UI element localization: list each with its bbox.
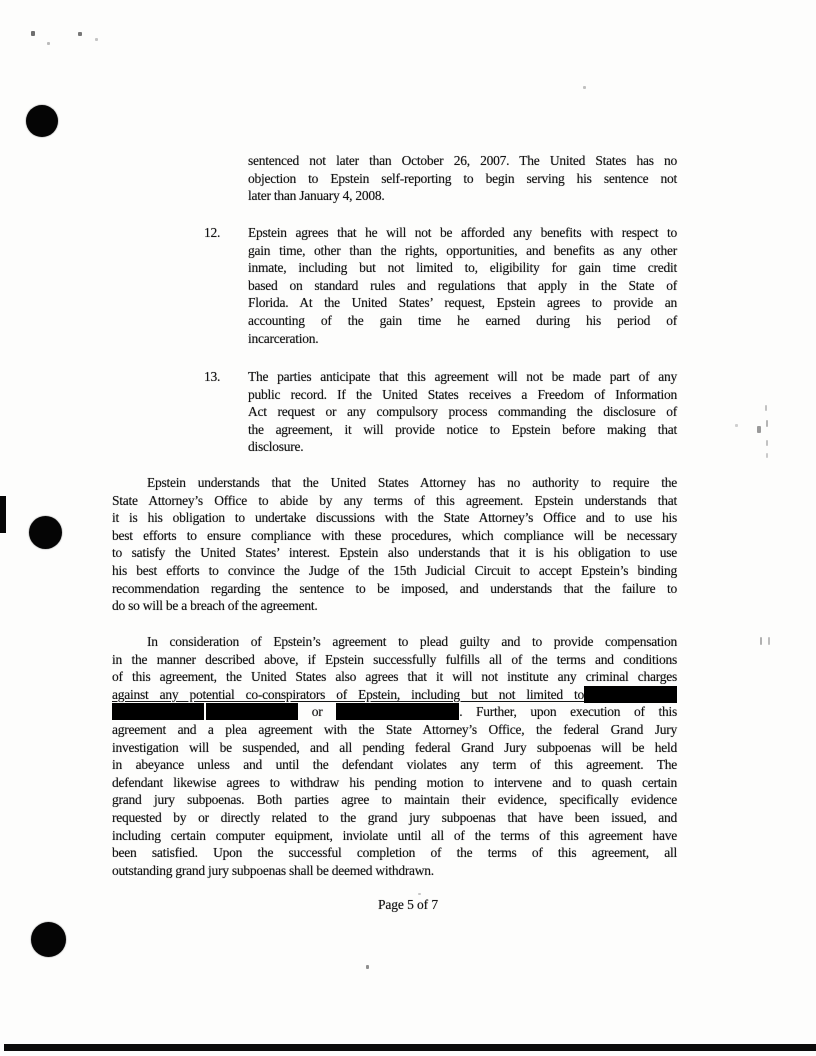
- text-line: recommendation regarding the sentence to be imposed, and understands that the failure to: [112, 580, 677, 596]
- text-line: investigation will be suspended, and all pending federal Grand Jury subpoenas will be held: [112, 739, 677, 755]
- scan-speck: [31, 31, 35, 36]
- text-line: [112, 686, 677, 704]
- text-line: his best efforts to convince the Judge of the 15th Judicial Circuit to accept Epstein’s binding: [112, 562, 677, 578]
- text-line: The parties anticipate that this agreement will not be made part of any: [248, 369, 677, 384]
- text-line: Epstein understands that the United States Attorney has no authority to require the: [147, 475, 677, 490]
- text-line: it is his obligation to undertake discussions with the State Attorney’s Office and to use his: [112, 510, 677, 526]
- list-item-12: [204, 224, 677, 347]
- scan-speck: [583, 86, 586, 89]
- list-item-13: [204, 368, 677, 456]
- text-line: gain time, other than the rights, opportunities, and benefits as any other: [248, 242, 677, 258]
- scan-speck: [47, 42, 50, 45]
- list-item-13-body: [248, 368, 677, 456]
- text-line: Florida. At the United States’ request, Epstein agrees to provide an: [248, 295, 677, 311]
- scan-speck: [765, 405, 767, 411]
- footer-page-number: Page 5 of 7: [377, 897, 438, 912]
- text-line: [112, 703, 677, 721]
- text-line: incarceration.: [248, 330, 319, 346]
- redaction-bar: [584, 686, 677, 703]
- text-line: disclosure.: [248, 439, 304, 455]
- text-line: requested by or directly related to the grand jury subpoenas that have been issued, and: [112, 809, 677, 825]
- text-line: do so will be a breach of the agreement.: [112, 598, 318, 614]
- scan-speck: [757, 426, 761, 433]
- hole-punch-dot: [26, 105, 58, 137]
- text-line: based on standard rules and regulations that apply in the State of: [248, 277, 677, 293]
- scan-speck: [760, 637, 762, 645]
- text-line: including certain computer equipment, inviolate until all of the terms of this agreement have: [112, 827, 677, 843]
- text-line: grand jury subpoenas. Both parties agree to maintain their evidence, specifically evidence: [112, 792, 677, 808]
- text-line: defendant likewise agrees to withdraw his pending motion to intervene and to quash certain: [112, 774, 677, 790]
- paragraph-epstein-understands: [112, 474, 677, 615]
- text-line: agreement and a plea agreement with the State Attorney’s Office, the federal Grand Jury: [112, 721, 677, 737]
- scanner-artifact-bottom-bar: [4, 1044, 816, 1051]
- redaction-bar: [206, 703, 298, 720]
- scan-speck: [735, 424, 738, 427]
- text-line: in the manner described above, if Epstein successfully fulfills all of the terms and conditions: [112, 651, 677, 667]
- text-line: Epstein agrees that he will not be afforded any benefits with respect to: [248, 225, 677, 240]
- text-line: public record. If the United States receives a Freedom of Information: [248, 386, 677, 402]
- text-line: the agreement, it will provide notice to Epstein before making that: [248, 421, 677, 437]
- text-line: objection to Epstein self-reporting to begin serving his sentence not: [248, 170, 677, 186]
- text-line: State Attorney’s Office to abide by any terms of this agreement. Epstein understands that: [112, 492, 677, 508]
- text-line: later than January 4, 2008.: [248, 188, 385, 204]
- scan-speck: [418, 893, 421, 895]
- text-line: outstanding grand jury subpoenas shall be deemed withdrawn.: [112, 862, 434, 878]
- list-item-number: 13.: [204, 369, 221, 384]
- scan-speck: [95, 38, 98, 41]
- paragraph-consideration-coconspirators: [112, 633, 677, 879]
- scan-speck: [78, 32, 82, 36]
- text-line: In consideration of Epstein’s agreement to plead guilty and to provide compensation: [147, 634, 677, 649]
- text-line: of this agreement, the United States also agrees that it will not institute any criminal charges: [112, 669, 677, 685]
- text-segment: . Further, upon execution of this: [459, 704, 677, 720]
- hole-punch-dot: [31, 922, 66, 957]
- text-line: inmate, including but not limited to, eligibility for gain time credit: [248, 260, 677, 276]
- paragraph-sentencing-continuation: [248, 152, 677, 205]
- redaction-bar: [336, 703, 459, 720]
- text-line: been satisfied. Upon the successful completion of the terms of this agreement, all: [112, 845, 677, 861]
- hole-punch-dot: [29, 516, 62, 549]
- scan-speck: [768, 637, 770, 645]
- left-edge-scan-mark: [0, 496, 6, 533]
- text-line: to satisfy the United States’ interest. Epstein also understands that it is his obligation to use: [112, 545, 677, 561]
- text-line: Act request or any compulsory process commanding the disclosure of: [248, 404, 677, 420]
- redaction-bar: [112, 703, 204, 720]
- text-segment: against any potential co-conspirators of Epstein, including but not limited to: [112, 686, 584, 702]
- scan-speck: [766, 440, 768, 446]
- scan-speck: [766, 453, 768, 458]
- text-line: sentenced not later than October 26, 2007. The United States has no: [248, 153, 677, 168]
- list-item-12-body: [248, 224, 677, 347]
- text-line: in abeyance unless and until the defendant violates any term of this agreement. The: [112, 757, 677, 773]
- text-segment: or: [298, 704, 337, 720]
- text-line: accounting of the gain time he earned during his period of: [248, 312, 677, 328]
- scan-speck: [766, 420, 768, 427]
- scan-speck: [366, 965, 369, 969]
- list-item-number: 12.: [204, 225, 221, 240]
- text-line: best efforts to ensure compliance with these procedures, which compliance will be necessary: [112, 527, 677, 543]
